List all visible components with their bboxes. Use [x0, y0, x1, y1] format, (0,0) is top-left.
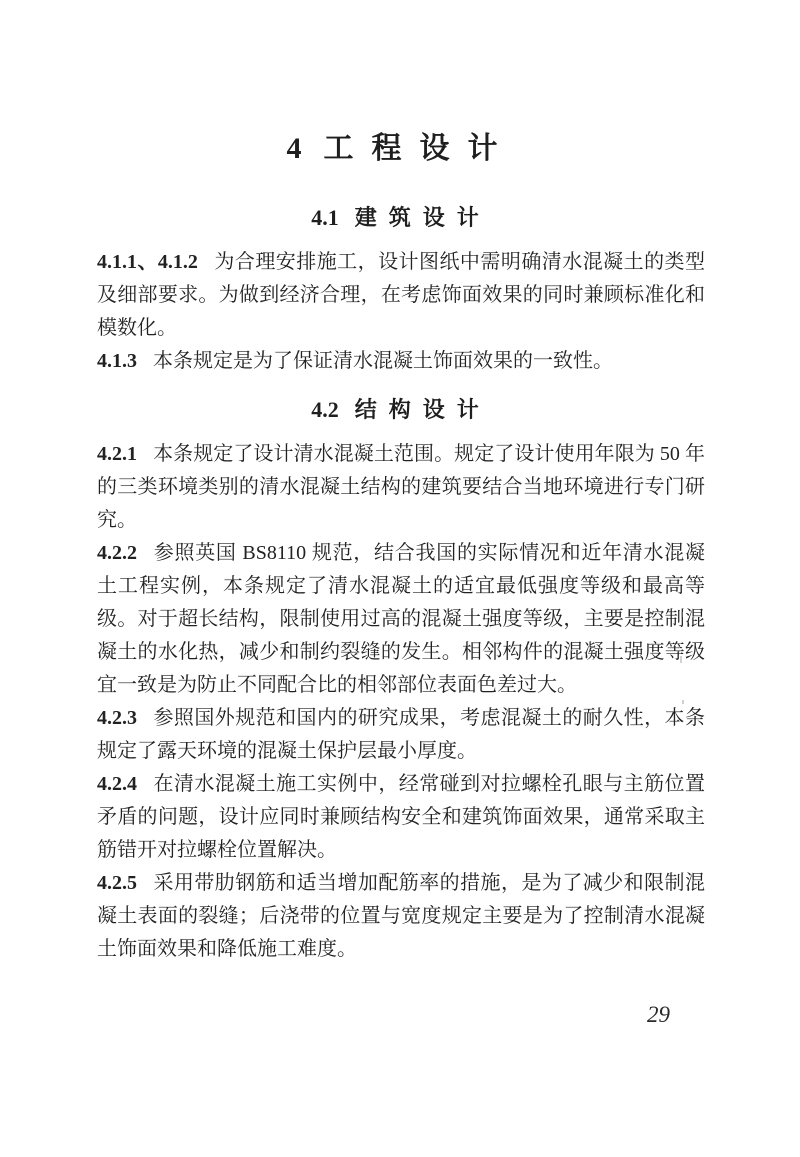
clause-text: 为合理安排施工，设计图纸中需明确清水混凝土的类型及细部要求。为做到经济合理，在考虑饰面效果的同时兼顾标准化和模数化。: [97, 251, 706, 339]
scan-artifact: [681, 612, 683, 617]
clause-text: 参照国外规范和国内的研究成果，考虑混凝土的耐久性，本条规定了露天环境的混凝土保护层最小厚度。: [97, 707, 705, 762]
clause-4-2-2: [97, 537, 705, 702]
clause-number: 4.2.2: [97, 542, 137, 564]
clause-4-1-1: [97, 246, 705, 345]
clause-4-2-4: [97, 768, 705, 867]
clause-number: 4.1.3: [97, 350, 137, 372]
section-number: 4.2: [311, 397, 339, 422]
clause-4-2-1: [97, 438, 705, 537]
section-number: 4.1: [311, 205, 339, 230]
clause-text: 本条规定是为了保证清水混凝土饰面效果的一致性。: [153, 350, 613, 372]
clause-number: 4.2.5: [97, 872, 137, 894]
clause-4-1-3: [97, 345, 705, 378]
clause-4-2-3: [97, 702, 705, 768]
section-title-text: 建筑设计: [354, 205, 491, 230]
page-number: 29: [647, 1002, 670, 1027]
clause-text: 在清水混凝土施工实例中，经常碰到对拉螺栓孔眼与主筋位置矛盾的问题，设计应同时兼顾结构安全和建筑饰面效果，通常采取主筋错开对拉螺栓位置解决。: [97, 773, 705, 861]
clause-number: 4.2.3: [97, 707, 137, 729]
chapter-title: [97, 130, 705, 168]
clause-number: 4.2.4: [97, 773, 137, 795]
scan-artifact: [682, 700, 684, 704]
clause-4-2-5: [97, 867, 705, 966]
section-title-text: 结构设计: [354, 397, 491, 422]
clause-text: 本条规定了设计清水混凝土范围。规定了设计使用年限为 50 年的三类环境类别的清水混凝土结构的建筑要结合当地环境进行专门研究。: [97, 443, 705, 531]
section-heading-4-1: [97, 204, 705, 232]
chapter-number: 4: [286, 132, 302, 165]
clause-text: 采用带肋钢筋和适当增加配筋率的措施，是为了减少和限制混凝土表面的裂缝；后浇带的位置与宽度规定主要是为了控制清水混凝土饰面效果和降低施工难度。: [97, 872, 705, 960]
section-heading-4-2: [97, 396, 705, 424]
clause-text: 参照英国 BS8110 规范，结合我国的实际情况和近年清水混凝土工程实例，本条规定了清水混凝土的适宜最低强度等级和最高等级。对于超长结构，限制使用过高的混凝土强度等级，主要是控制混凝土的水化热，减少和制约裂缝的发生。相邻构件的混凝土强度等级宜一致是为防止不同配合比的相邻部位表面色差过大。: [97, 542, 705, 696]
clause-number: 4.1.1、4.1.2: [97, 251, 198, 273]
chapter-title-text: 工程设计: [323, 132, 516, 165]
scan-artifact: [680, 656, 682, 663]
clause-number: 4.2.1: [97, 443, 137, 465]
